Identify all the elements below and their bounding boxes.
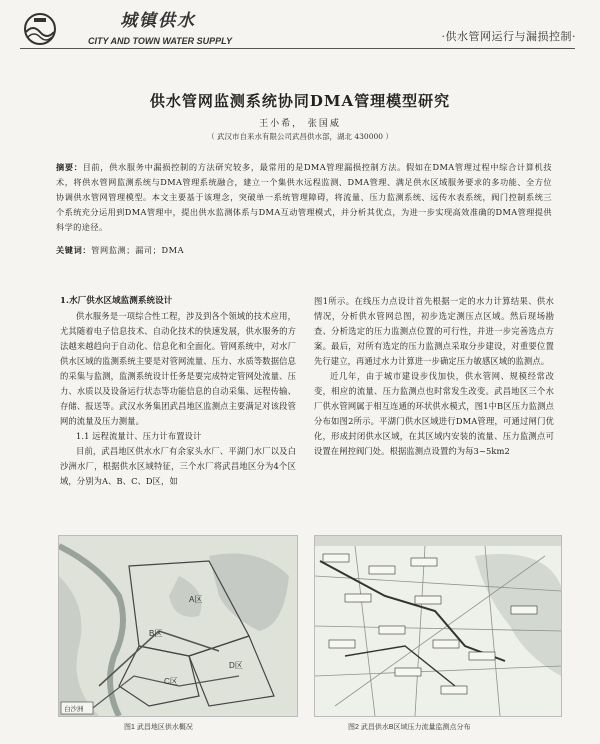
paragraph: 图1所示。在线压力点设计首先根据一定的水力计算结果、供水情况，分析供水管网总图，初步选定测压点区域。然后现场勘查、分析选定的压力监测点位置的可行性，并进一步完善选点方案。最后，对所有选定的压力监测点采取分步建设，对重要位置先行建立，再通过水力计算进一步确定压力敏感区域的监测点。 bbox=[314, 296, 554, 366]
keywords-label: 关键词： bbox=[56, 245, 92, 255]
zone-d-label: D区 bbox=[229, 661, 243, 670]
figure-2-map bbox=[314, 535, 562, 717]
paragraph: 目前，武昌地区供水水厂有余家头水厂、平湖门水厂以及白沙洲水厂，根据供水区域特征，三个水厂将武昌地区分为4个区域，分别为A、B、C、D区，如 bbox=[60, 446, 296, 486]
logo-title-cn: 城镇供水 bbox=[120, 11, 196, 31]
figure-1-map bbox=[58, 535, 298, 717]
corner-label: 白沙洲 bbox=[64, 706, 84, 713]
body-left-column bbox=[60, 294, 296, 489]
zone-c-label: C区 bbox=[164, 677, 178, 686]
abstract-text: 目前，供水服务中漏损控制的方法研究较多，最常用的是DMA管理漏损控制方法。假如在DMA管理过程中综合计算机技术，将供水管网监测系统与DMA管理系统融合，建立一个集供水远程监测、DMA管理、满足供水区域服务要求的多功能、全方位协调供水管网管理模型。本文主要基于该理念，突破单一系统管理障碍，将流量、压力监测系统、远传水表系统，阀门控制系统三个系统充分运用到DMA管理中，提出供水监测体系与DMA互动管理模式，并分析其优点，为进一步实现高效准确的DMA管理提供科学的途径。 bbox=[56, 162, 553, 232]
keywords-text: 管网监测；漏司；DMA bbox=[91, 245, 185, 255]
article-title: 供水管网监测系统协同DMA管理模型研究 bbox=[149, 92, 451, 110]
zone-b-label: B区 bbox=[149, 629, 163, 638]
map-image bbox=[59, 536, 297, 716]
figure-2-caption: 图2 武昌供水B区域压力流量监测点分布 bbox=[348, 724, 471, 731]
section-heading: 1.水厂供水区域监测系统设计 bbox=[60, 296, 173, 306]
monitoring-map-image bbox=[315, 536, 561, 716]
body-right-column bbox=[314, 294, 554, 459]
figure-1-caption: 图1 武昌地区供水概况 bbox=[124, 724, 193, 731]
paragraph: 近几年，由于城市建设步伐加快，供水管网、规模经常改变，相应的流量、压力监测点也时常发生改变。武昌地区三个水厂供水管网属于相互连通的环状供水模式，图1中B区压力监测点分布如图2所示。平湖门供水区域进行DMA管理，可通过闸门优化，形成封闭供水区域，在其区域内安装的流量、压力监测点可设置在闸控阀门处。根据监测点设置约为每3~5km2 bbox=[314, 371, 554, 456]
logo-title-en: CITY AND TOWN WATER SUPPLY bbox=[88, 36, 233, 46]
column-title: ·供水管网运行与漏损控制· bbox=[441, 30, 576, 43]
subsection-heading: 1.1 远程流量计、压力计布置设计 bbox=[76, 431, 202, 441]
abstract-label: 摘要： bbox=[56, 162, 83, 172]
author-line: 王小希， 张国威 bbox=[259, 119, 341, 129]
zone-a-label: A区 bbox=[189, 595, 203, 604]
abstract bbox=[56, 160, 552, 235]
logo-icon bbox=[20, 12, 60, 46]
keywords bbox=[56, 245, 552, 256]
affiliation-line: （ 武汉市自来水有限公司武昌供水部，湖北 430000 ） bbox=[207, 132, 393, 141]
paragraph: 供水服务是一项综合性工程，涉及到各个领域的技术应用，尤其随着电子信息技术、自动化技术的快速发展，供水服务的方法越来越趋向于自动化、信息化和全面化。管网系统中，对水厂供水区域的监测系统主要是对管网流量、压力、水质等数据信息的采集与监测，监测系统设计任务是要完成特定管网处流量、压力、水质以及设备运行状态等功能信息的自动采集、远程传输、存储、报送等。武汉水务集团武昌地区监测点主要满足对该段管网的流量及压力测量。 bbox=[60, 311, 296, 426]
header-divider bbox=[20, 48, 575, 49]
